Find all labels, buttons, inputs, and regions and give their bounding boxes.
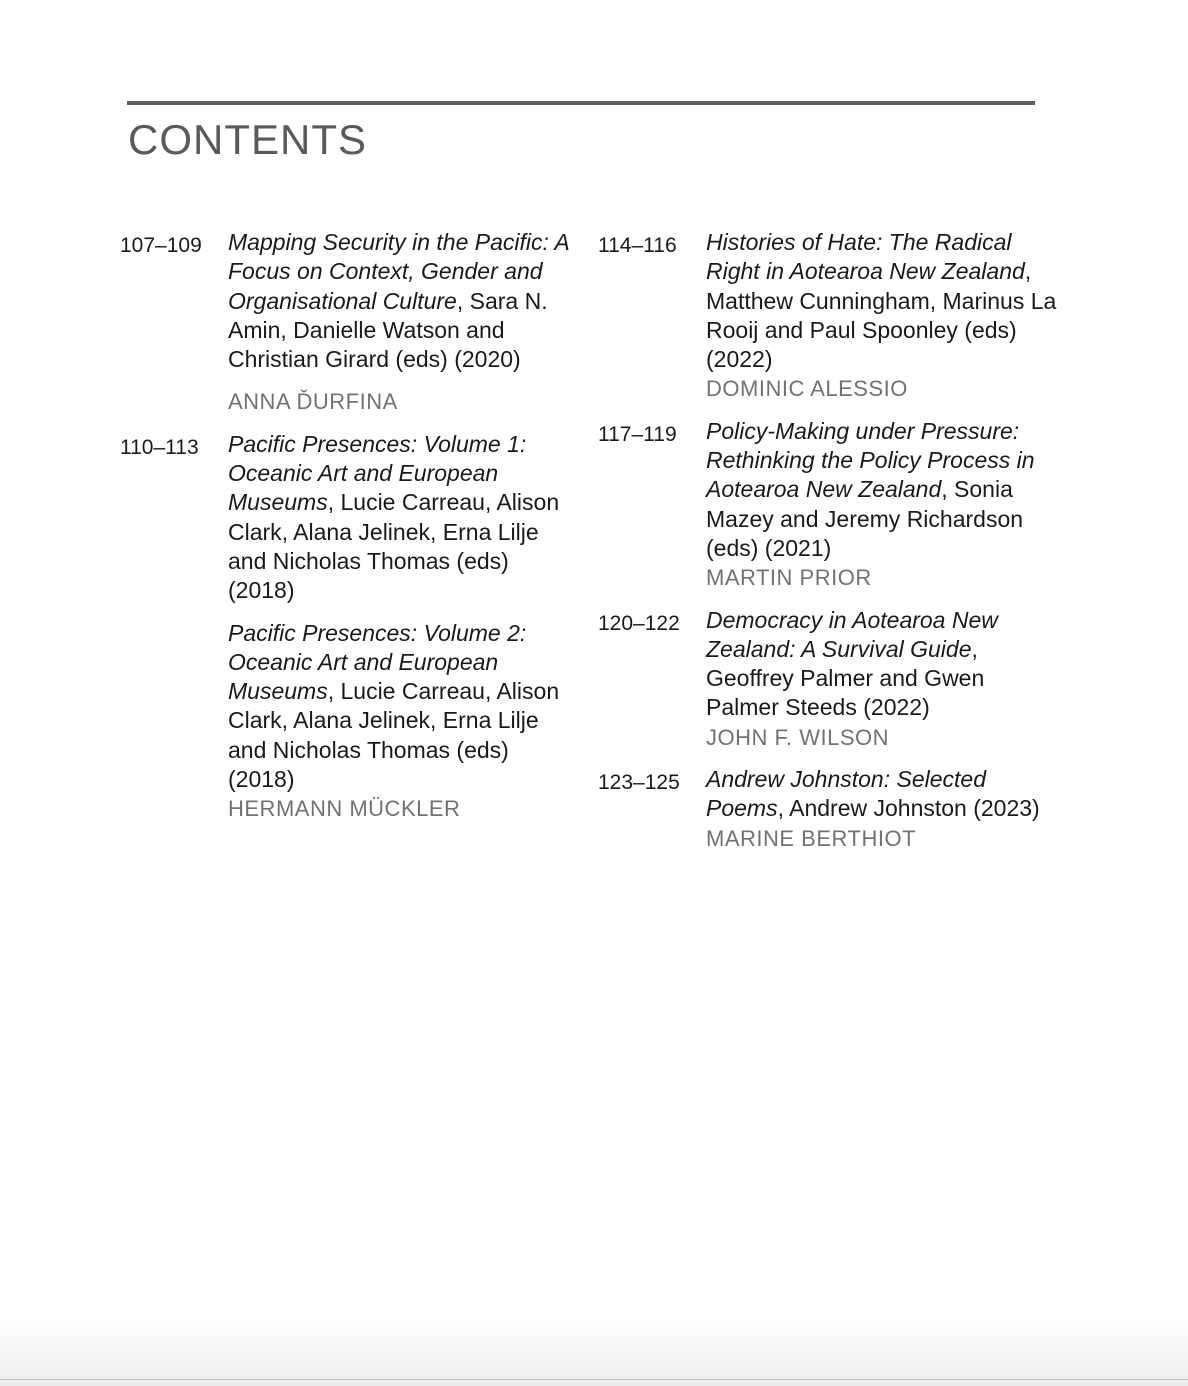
contents-entry[interactable] bbox=[598, 765, 1058, 853]
entry-body bbox=[706, 606, 1058, 752]
book-citation bbox=[706, 765, 1058, 824]
book-details: , Geoffrey Palmer and Gwen Palmer Steeds (2022) bbox=[706, 635, 985, 721]
book-citation bbox=[706, 228, 1058, 374]
page-range: 117–119 bbox=[598, 422, 677, 446]
book-title: Pacific Presences: Volume 1: Oceanic Art and European Museums bbox=[228, 430, 527, 516]
contents-column-right bbox=[598, 228, 1058, 866]
book-citation bbox=[228, 228, 580, 374]
reviewer-name: DOMINIC ALESSIO bbox=[706, 376, 908, 402]
page-range: 120–122 bbox=[598, 611, 680, 635]
reviewer-name: ANNA ĎURFINA bbox=[228, 389, 398, 415]
contents-entry[interactable] bbox=[598, 606, 1058, 752]
title-rule bbox=[127, 101, 1035, 105]
reviewer-name: MARINE BERTHIOT bbox=[706, 825, 917, 851]
book-title: Histories of Hate: The Radical Right in Aotearoa New Zealand bbox=[706, 229, 1025, 285]
reviewer-name: JOHN F. WILSON bbox=[706, 724, 890, 750]
page-range: 114–116 bbox=[598, 234, 677, 257]
contents-column-left bbox=[120, 228, 580, 837]
page-range: 110–113 bbox=[120, 435, 199, 459]
book-title: Pacific Presences: Volume 2: Oceanic Art and European Museums bbox=[228, 619, 527, 705]
page-bottom-shadow bbox=[0, 1316, 1188, 1386]
book-title: Andrew Johnston: Selected Poems bbox=[706, 766, 987, 822]
reviewer-name: HERMANN MÜCKLER bbox=[228, 796, 461, 822]
book-title: Mapping Security in the Pacific: A Focus on Context, Gender and Organisational Culture bbox=[228, 229, 569, 314]
book-details: , Matthew Cunningham, Marinus La Rooij and Paul Spoonley (eds) (2022) bbox=[706, 258, 1057, 373]
book-citation bbox=[706, 606, 1058, 723]
book-title: Policy-Making under Pressure: Rethinking the Policy Process in Aotearoa New Zealand bbox=[706, 417, 1035, 503]
book-citation bbox=[706, 417, 1058, 563]
book-citation bbox=[228, 619, 580, 795]
reviewer-name: MARTIN PRIOR bbox=[706, 565, 872, 591]
contents-entry[interactable] bbox=[598, 228, 1058, 404]
entry-body bbox=[706, 765, 1058, 853]
entry-body bbox=[706, 417, 1058, 593]
entry-body bbox=[706, 228, 1058, 404]
page-bottom-edge bbox=[0, 1379, 1188, 1380]
entry-body bbox=[228, 228, 580, 417]
book-details: , Sara N. Amin, Danielle Watson and Christian Girard (eds) (2020) bbox=[228, 287, 548, 373]
book-details: , Sonia Mazey and Jeremy Richardson (eds) (2021) bbox=[706, 476, 1024, 561]
book-title: Democracy in Aotearoa New Zealand: A Survival Guide bbox=[706, 606, 998, 662]
book-citation bbox=[228, 430, 580, 606]
contents-entry[interactable] bbox=[598, 417, 1058, 593]
entry-body bbox=[228, 430, 580, 824]
book-details: , Andrew Johnston (2023) bbox=[777, 795, 1040, 822]
contents-entry[interactable] bbox=[120, 228, 580, 417]
page-title: CONTENTS bbox=[128, 116, 367, 163]
contents-entry[interactable] bbox=[120, 430, 580, 824]
book-details: , Lucie Carreau, Alison Clark, Alana Jelinek, Erna Lilje and Nicholas Thomas (eds) (2018) bbox=[228, 489, 560, 604]
page-range: 107–109 bbox=[120, 234, 202, 257]
book-details: , Lucie Carreau, Alison Clark, Alana Jelinek, Erna Lilje and Nicholas Thomas (eds) (2018) bbox=[228, 678, 560, 793]
page-range: 123–125 bbox=[598, 771, 680, 795]
